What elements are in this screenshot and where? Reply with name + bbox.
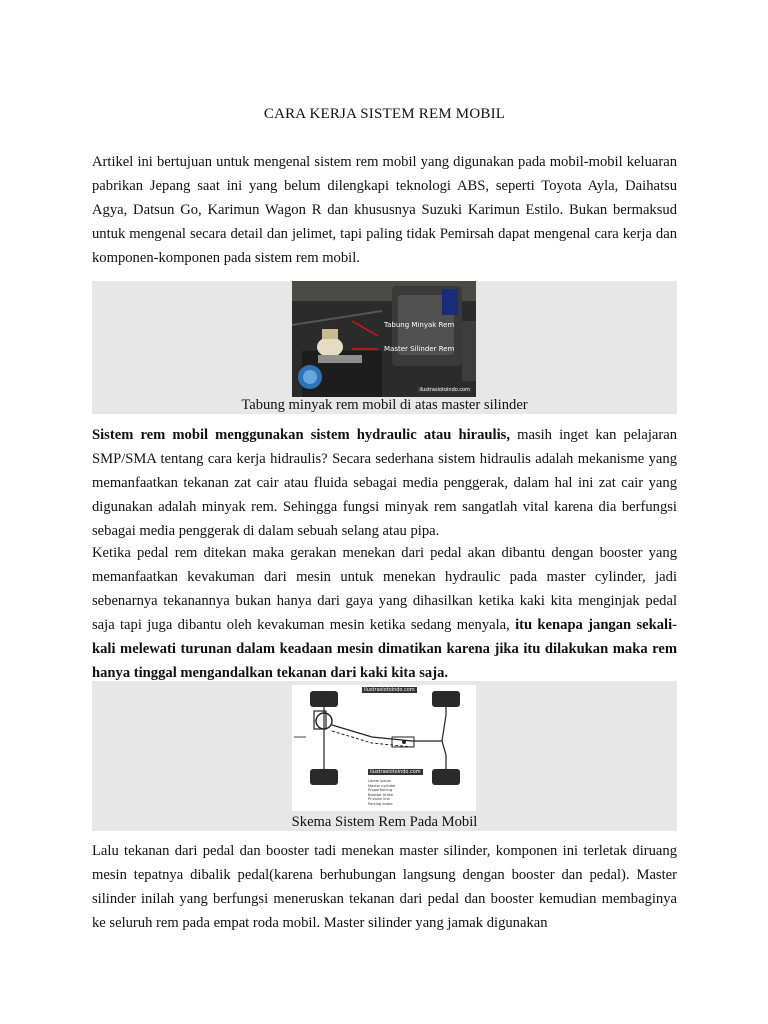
legend-item: Proportioning [368,788,393,793]
legend-item: Booster brake [368,792,394,797]
hydraulic-paragraph [92,423,677,543]
reservoir-label: Tabung Minyak Rem [384,321,455,329]
figure-brake-schema [92,681,677,831]
schema-legend [368,779,396,807]
legend-item: Lorem ipsum [368,779,392,783]
legend-item: Master cylinder [368,783,396,788]
booster-text: Ketika pedal rem ditekan maka gerakan menekan dari pedal akan dibantu dengan booster yang memanfaatkan kevakuman dari mesin untuk menekan hydraulic pada master cylinder, jadi sebenarnya tekanannya bukan hanya dari gaya yang dihasilkan ketika kaki kita menginjak pedal saja tapi juga dibantu oleh kevakuman mesin ketika sedang menyala, [92,545,677,633]
legend-item: Parking brake [368,801,393,806]
master-cylinder-paragraph: Lalu tekanan dari pedal dan booster tadi menekan master silinder, komponen ini terletak diruang mesin tepatnya dibalik pedal(karena berhubungan langsung dengan booster dan pedal). Master silinder inilah yang berfungsi meneruskan tekanan dari pedal dan booster kemudian membaginya ke seluruh rem pada empat roda mobil. Master silinder yang jamak digunakan [92,843,677,931]
brake-schema-diagram [292,685,476,811]
brake-reservoir-photo [292,281,476,397]
figure2-watermark-top: ilustrasiotoindo.com [364,687,415,693]
figure1-caption: Tabung minyak rem mobil di atas master silinder [241,397,528,413]
hydraulic-lead: Sistem rem mobil menggunakan sistem hydraulic atau hiraulis, [92,427,510,443]
document-title: CARA KERJA SISTEM REM MOBIL [263,106,506,122]
hydraulic-text: masih inget kan pelajaran SMP/SMA tentang cara kerja hidraulis? Secara sederhana sistem hidraulis adalah mekanisme yang memanfaatkan tekanan zat cair atau fluida sebagai media penggerak, dalam hal ini zat cair yang digunakan adalah minyak rem. Sehingga fungsi minyak rem sangatlah vital karena dia berfungsi sebagai media penggerak di dalam sebuah selang atau pipa. [92,427,678,539]
intro-paragraph: Artikel ini bertujuan untuk mengenal sistem rem mobil yang digunakan pada mobil-mobil keluaran pabrikan Jepang saat ini yang belum dilengkapi teknologi ABS, seperti Toyota Ayla, Daihatsu Agya, Datsun Go, Karimun Wagon R dan khususnya Suzuki Karimun Estilo. Bukan bermaksud untuk mengenal secara detail dan jelimet, tapi paling tidak Pemirsah dapat mengenal cara kerja dan komponen-komponen pada sistem rem mobil. [92,154,677,266]
booster-paragraph [92,541,677,685]
figure2-watermark-bottom: ilustrasiotoindo.com [370,769,421,775]
figure1-watermark: ilustrasiotoindo.com [419,387,470,393]
booster-warning: itu kenapa jangan sekali-kali melewati turunan dalam keadaan mesin dimatikan karena jika itu dilakukan maka rem hanya tinggal mengandalkan tekanan dari kaki kita saja. [92,617,677,681]
master-cylinder-label: Master Silinder Rem [384,345,455,353]
figure-brake-reservoir [92,281,677,414]
figure2-caption: Skema Sistem Rem Pada Mobil [291,814,478,830]
legend-item: Pr.valve line [368,797,390,802]
